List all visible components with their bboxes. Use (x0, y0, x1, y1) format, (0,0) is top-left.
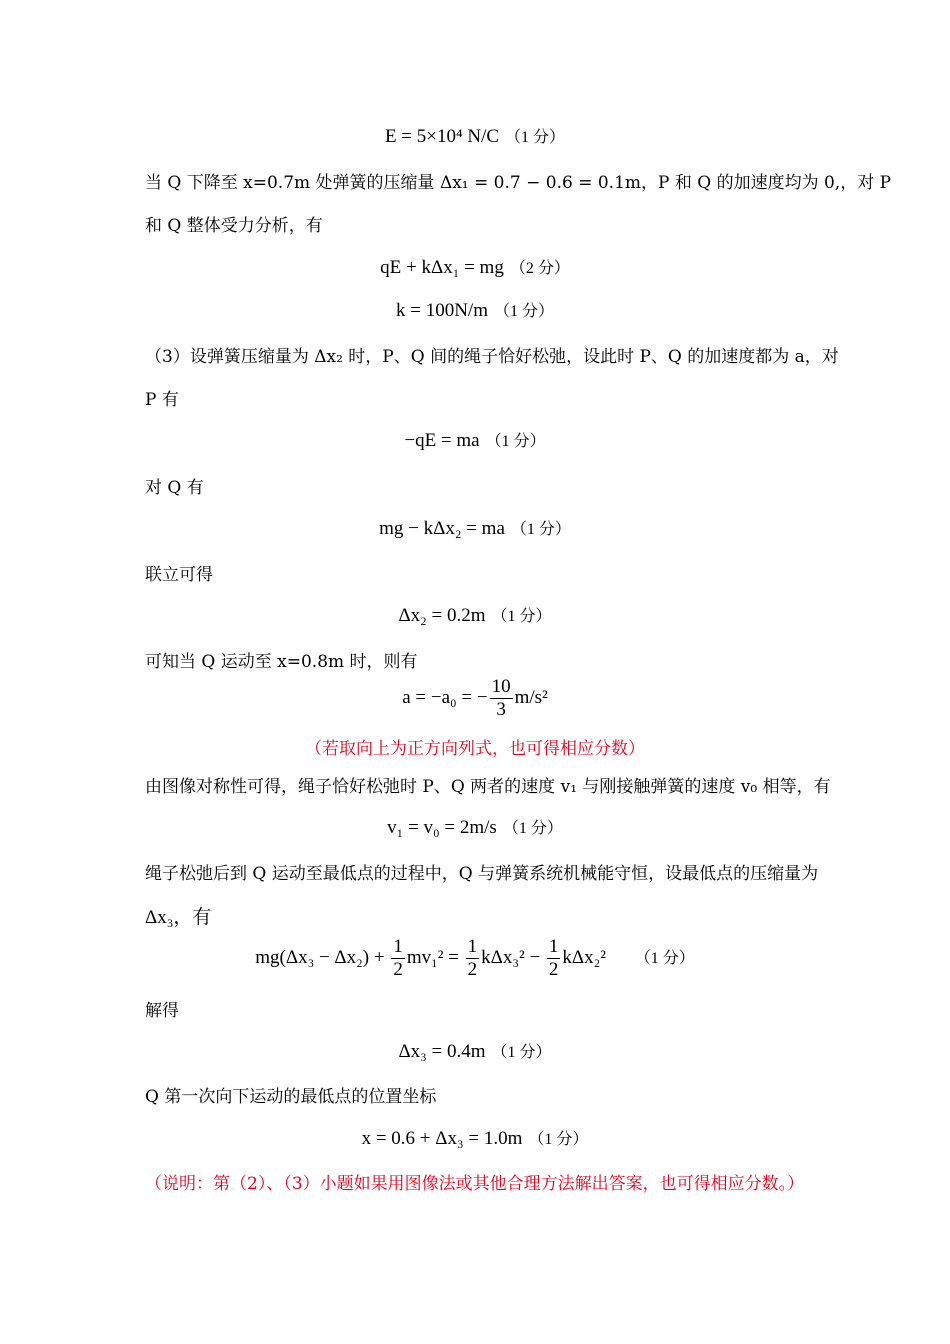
red-note: （若取向上为正方向列式，也可得相应分数） (305, 739, 645, 759)
equation-x: x = 0.6 + Δx₃ = 1.0m （1 分） (361, 1128, 589, 1149)
equation-dx3: Δx₃ = 0.4m （1 分） (398, 1041, 552, 1062)
equation-a: a = −a₀ = − $\frac{10}{3}$ m/s² (402, 676, 548, 720)
equation-dx2: Δx₂ = 0.2m （1 分） (398, 605, 552, 626)
paragraph-line: P 有 (145, 390, 179, 410)
equation-E: E = 5×10⁴ N/C （1 分） (384, 126, 566, 147)
paragraph-line: 由图像对称性可得，绳子恰好松弛时 P、Q 两者的速度 v₁ 与刚接触弹簧的速度 v₀ 相等，有 (145, 777, 831, 797)
paragraph-line: （3）设弹簧压缩量为 Δx₂ 时，P、Q 间的绳子恰好松弛，设此时 P、Q 的加速度都为 a，对 (145, 347, 839, 367)
paragraph-line: Q 第一次向下运动的最低点的位置坐标 (145, 1087, 437, 1107)
paragraph-line: 和 Q 整体受力分析，有 (145, 216, 323, 236)
paragraph-line: 对 Q 有 (145, 478, 204, 498)
fraction: $\frac{10}{3}$ (491, 676, 511, 720)
equation-P: −qE = ma （1 分） (404, 430, 546, 451)
paragraph-line: 解得 (145, 1001, 179, 1021)
equation-force: qE + kΔx₁ = mg （2 分） (380, 257, 570, 278)
red-note: （说明：第（2）、（3）小题如果用图像法或其他合理方法解出答案，也可得相应分数。） (145, 1174, 805, 1194)
paragraph-line: 联立可得 (145, 565, 213, 585)
paragraph-line: 可知当 Q 运动至 x=0.8m 时，则有 (145, 652, 418, 672)
paragraph-line: Δx₃，有 (145, 907, 212, 928)
equation-Q: mg − kΔx₂ = ma （1 分） (379, 518, 571, 539)
paragraph-line: 绳子松弛后到 Q 运动至最低点的过程中，Q 与弹簧系统机械能守恒，设最低点的压缩量为 (145, 864, 819, 884)
equation-k: k = 100N/m （1 分） (395, 300, 554, 321)
paragraph-line: 当 Q 下降至 x=0.7m 处弹簧的压缩量 Δx₁ = 0.7 − 0.6 = 0.1m，P 和 Q 的加速度均为 0,，对 P (145, 173, 892, 193)
equation-v: v₁ = v₀ = 2m/s （1 分） (387, 817, 563, 838)
equation-energy: mg(Δx₃ − Δx₂) + $\frac{1}{2}$ mv₁² = $\frac{1}{2}$ kΔx₃² − $\frac{1}{2}$ kΔx₂² （1 分） (255, 936, 695, 980)
